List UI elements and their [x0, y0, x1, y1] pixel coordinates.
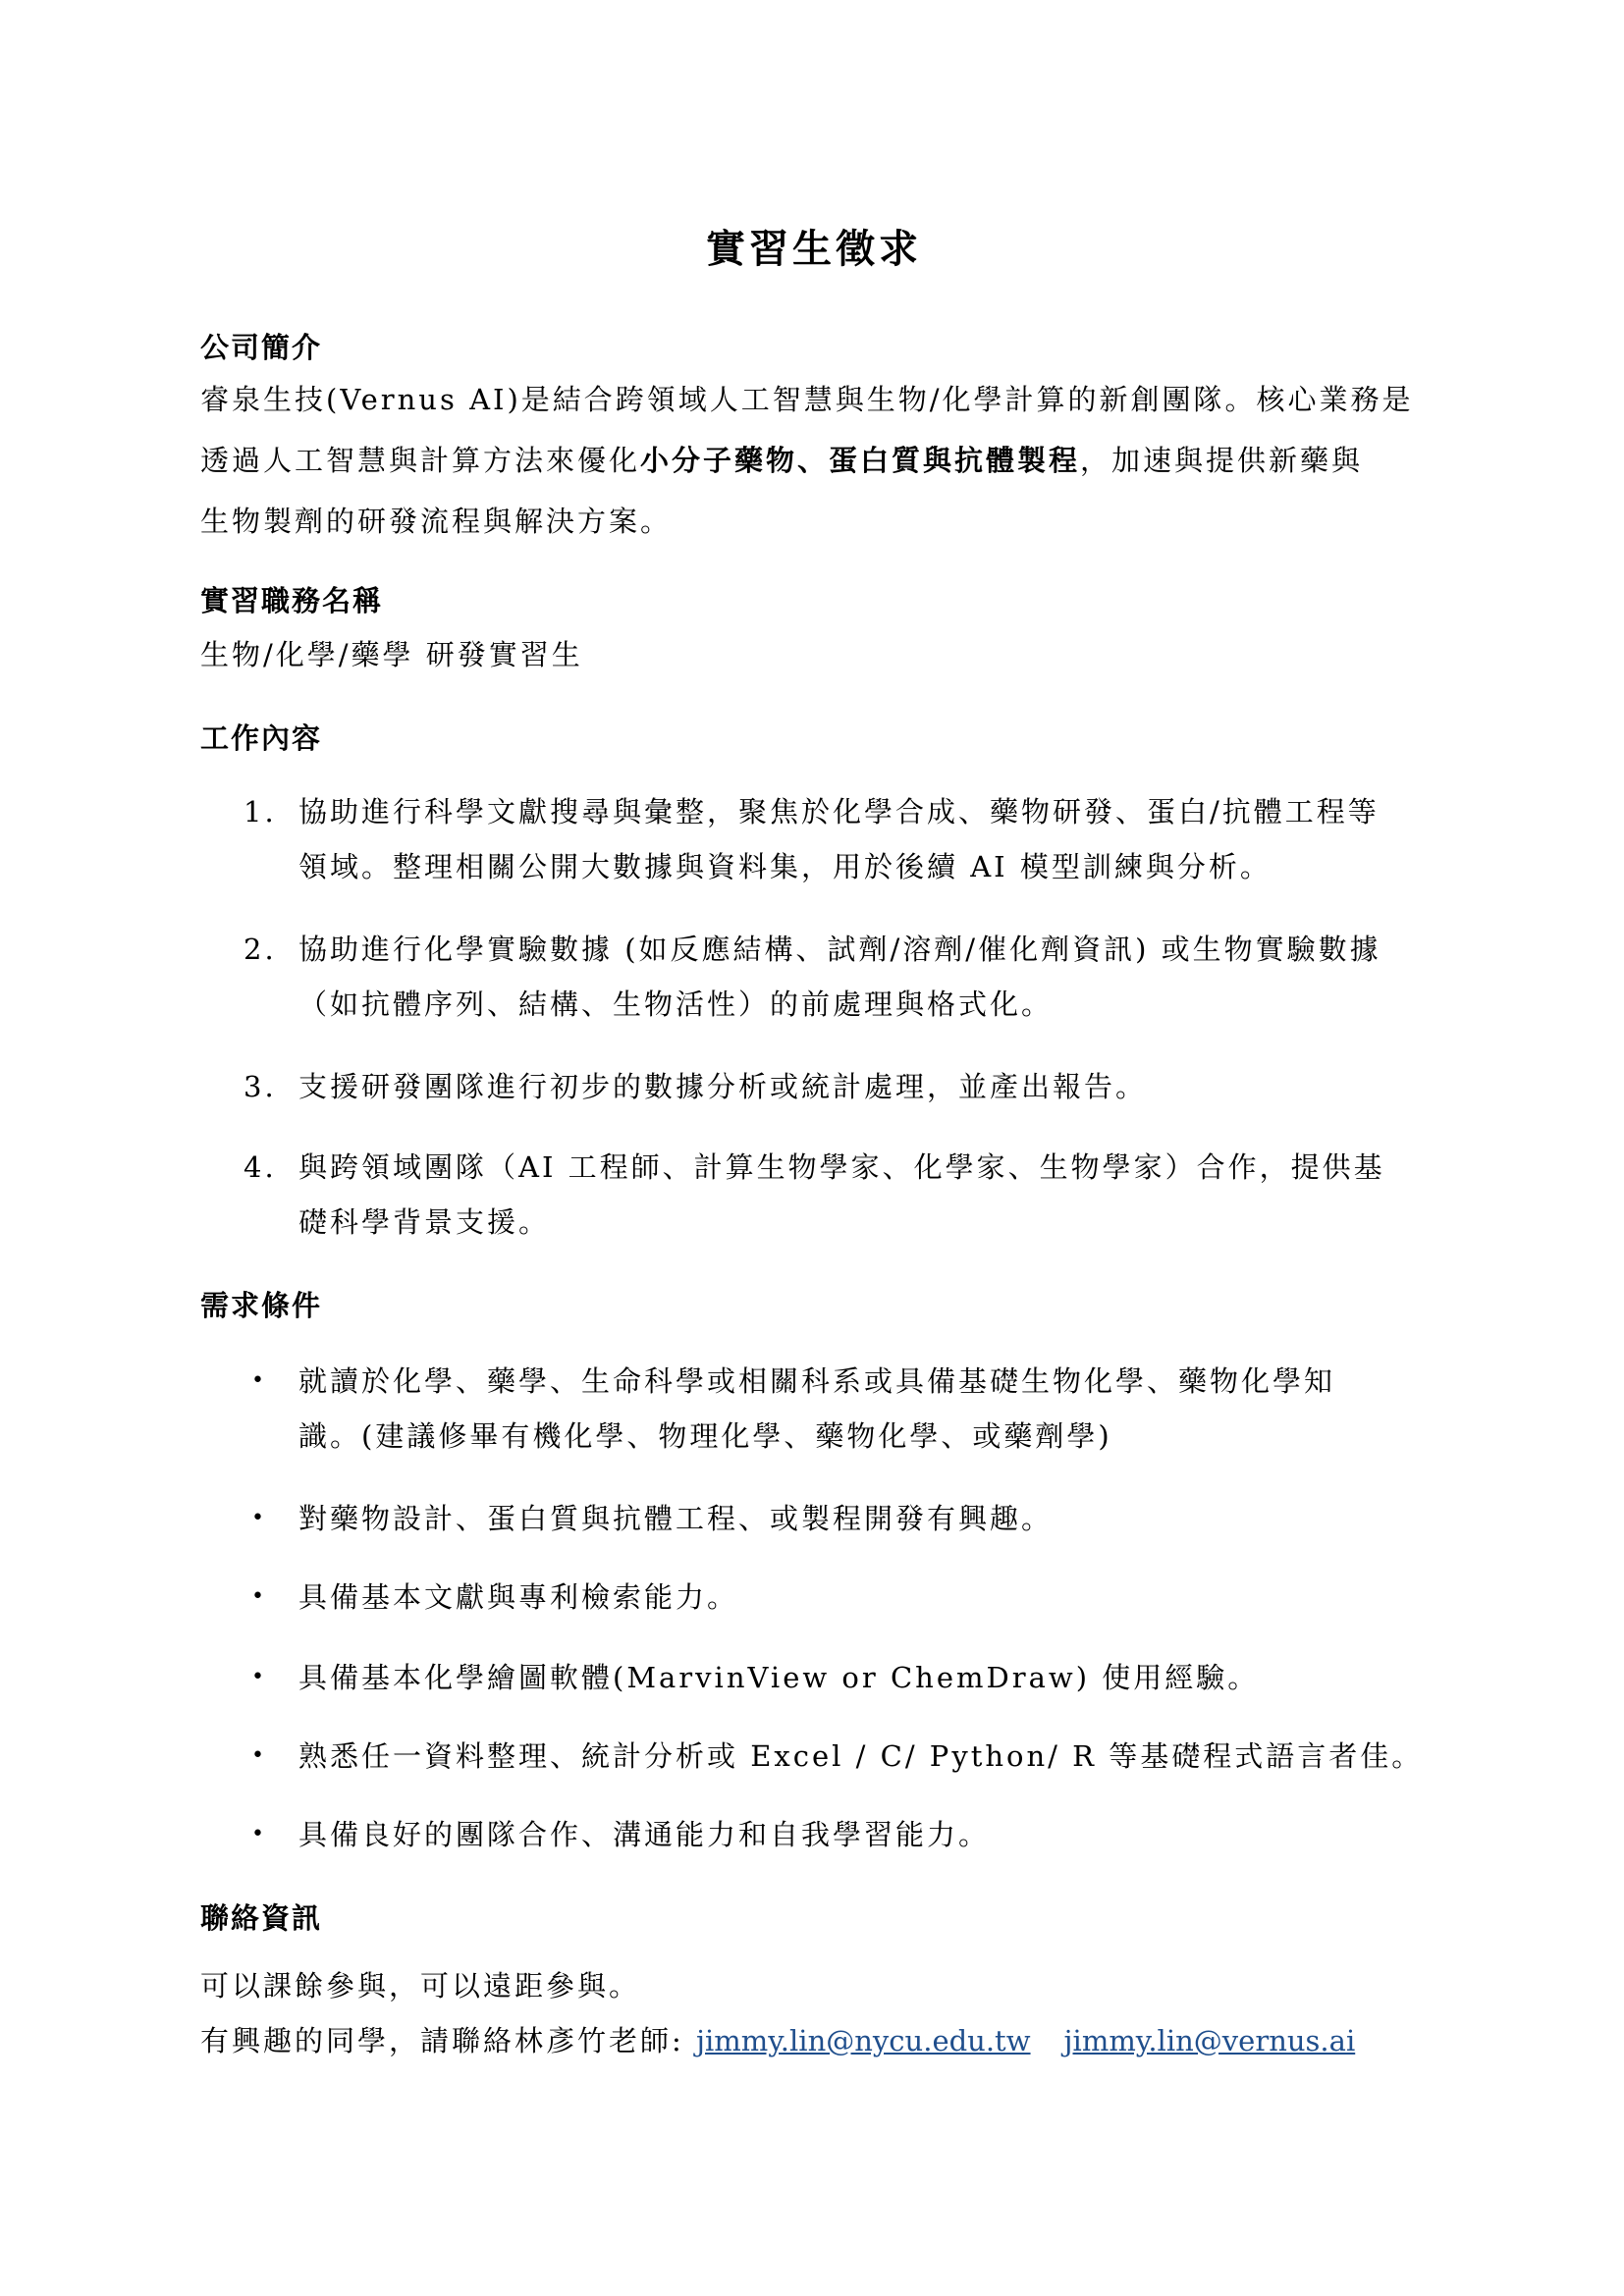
bullet-icon: •: [251, 1368, 267, 1393]
work-item-text-line-2: （如抗體序列、結構、生物活性）的前處理與格式化。: [298, 988, 1054, 1021]
document-page: [200, 0, 1437, 2296]
bullet-icon: •: [251, 1584, 267, 1609]
position-heading: 實習職務名稱: [200, 584, 384, 617]
contact-line-2: [200, 2014, 1355, 2067]
company-line-1: 睿泉生技(Vernus AI)是結合跨領域人工智慧與生物/化學計算的新創團隊。核心業務是: [200, 383, 1414, 416]
work-item-number: 2.: [244, 933, 277, 966]
company-line-2-post: ，加速與提供新藥與: [1080, 444, 1364, 477]
contact-heading: 聯絡資訊: [200, 1901, 323, 1935]
contact-line-1: 可以課餘參與，可以遠距參與。: [200, 1969, 641, 2002]
work-item-number: 4.: [244, 1150, 277, 1184]
requirements-heading: 需求條件: [200, 1289, 323, 1322]
work-item-text-line-1: 協助進行化學實驗數據 (如反應結構、試劑/溶劑/催化劑資訊) 或生物實驗數據: [298, 933, 1381, 966]
work-item-text-line-2: 礎科學背景支援。: [298, 1205, 551, 1239]
work-item-text-line-2: 領域。整理相關公開大數據與資料集，用於後續 AI 模型訓練與分析。: [298, 850, 1272, 883]
requirement-text-line-1: 具備基本文獻與專利檢索能力。: [298, 1580, 739, 1614]
bullet-icon: •: [251, 1506, 267, 1530]
contact-line-2-pre: 有興趣的同學，請聯絡林彥竹老師:: [200, 2024, 696, 2057]
email-link-nycu[interactable]: jimmy.lin@nycu.edu.tw: [696, 2024, 1031, 2057]
bullet-icon: •: [251, 1822, 267, 1846]
position-value: 生物/化學/藥學 研發實習生: [200, 638, 583, 671]
bullet-icon: •: [251, 1743, 267, 1768]
requirement-text-line-1: 具備良好的團隊合作、溝通能力和自我學習能力。: [298, 1818, 991, 1851]
requirement-text-line-1: 具備基本化學繪圖軟體(MarvinView or ChemDraw) 使用經驗。: [298, 1661, 1260, 1694]
company-line-2-bold: 小分子藥物、蛋白質與抗體製程: [640, 444, 1081, 477]
requirement-text-line-1: 熟悉任一資料整理、統計分析或 Excel / C/ Python/ R 等基礎程式語言者佳。: [298, 1739, 1424, 1773]
company-line-2-pre: 透過人工智慧與計算方法來優化: [200, 444, 641, 477]
work-item-number: 3.: [244, 1070, 277, 1103]
work-item-text-line-1: 支援研發團隊進行初步的數據分析或統計處理，並產出報告。: [298, 1070, 1148, 1103]
requirement-text-line-2: 識。(建議修畢有機化學、物理化學、藥物化學、或藥劑學): [298, 1419, 1112, 1453]
company-heading: 公司簡介: [200, 331, 323, 364]
email-link-vernus[interactable]: jimmy.lin@vernus.ai: [1063, 2024, 1356, 2057]
work-item-number: 1.: [244, 795, 277, 828]
work-item-text-line-1: 協助進行科學文獻搜尋與彙整，聚焦於化學合成、藥物研發、蛋白/抗體工程等: [298, 795, 1380, 828]
page-title: 實習生徵求: [706, 226, 922, 272]
bullet-icon: •: [251, 1665, 267, 1689]
company-line-2: [200, 434, 1363, 487]
work-item-text-line-1: 與跨領域團隊（AI 工程師、計算生物學家、化學家、生物學家）合作，提供基: [298, 1150, 1385, 1184]
work-heading: 工作內容: [200, 721, 323, 755]
requirement-text-line-1: 就讀於化學、藥學、生命科學或相關科系或具備基礎生物化學、藥物化學知: [298, 1364, 1336, 1398]
requirement-text-line-1: 對藥物設計、蛋白質與抗體工程、或製程開發有興趣。: [298, 1502, 1054, 1535]
company-line-3: 生物製劑的研發流程與解決方案。: [200, 505, 673, 538]
